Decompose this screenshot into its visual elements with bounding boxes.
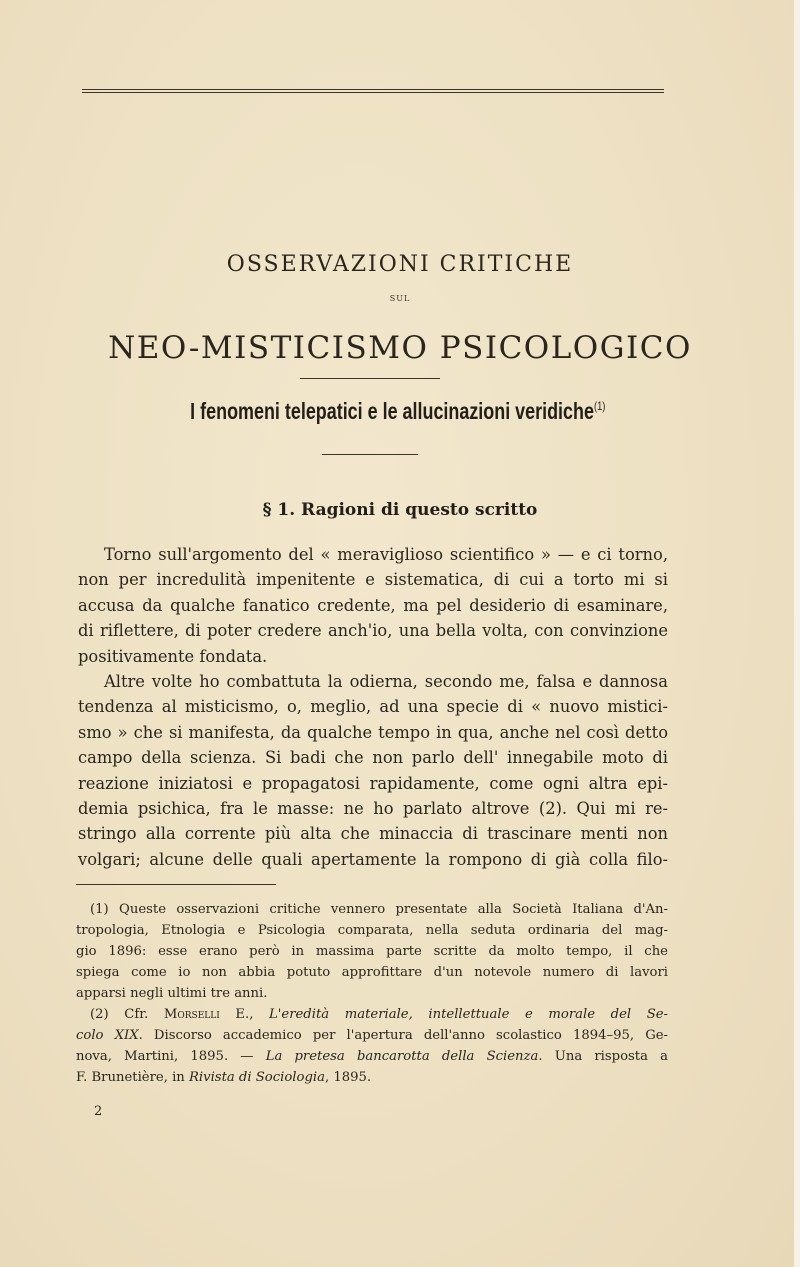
fn2-work-3: Rivista di Sociologia — [188, 1070, 325, 1085]
fn2-work-1b: colo XIX — [76, 1028, 139, 1043]
footnote-2-line — [76, 1067, 668, 1088]
body-line: non per incredulità impenitente e sistematica, di cui a torto mi si — [78, 570, 668, 590]
subtitle — [86, 398, 710, 425]
fn2-prefix: (2) Cfr. — [90, 1007, 164, 1022]
body-text — [78, 542, 668, 872]
signature-mark: 2 — [94, 1104, 103, 1119]
fn2-text: F. Brunetière, in — [76, 1070, 189, 1085]
fn2-text: , 1895. — [324, 1070, 372, 1085]
fn2-text: . Una risposta a — [538, 1049, 668, 1064]
title-line-1: OSSERVAZIONI CRITICHE — [226, 252, 574, 277]
fn2-sep: , — [249, 1007, 270, 1022]
footnote-2-line — [76, 1025, 668, 1046]
body-line: smo » che si manifesta, da qualche tempo in qua, anche nel così detto — [78, 722, 668, 742]
body-line: Torno sull'argomento del « meraviglioso scientifico » — e ci torno, — [104, 545, 668, 564]
title-small-word: SUL — [389, 294, 411, 303]
footnote-1-line: (1) Queste osservazioni critiche vennero presentate alla Società Italiana d'An- — [90, 902, 668, 917]
body-line: campo della scienza. Si badi che non parlo dell' innegabile moto di — [78, 748, 668, 768]
footnote-1-line: spiega come io non abbia potuto approfittare d'un notevole numero di lavori — [76, 965, 668, 980]
body-line: reazione iniziatosi e propagatosi rapidamente, come ogni altra epi- — [78, 773, 668, 793]
body-line: volgari; alcune delle quali apertamente la rompono di già colla filo- — [78, 849, 668, 869]
fn2-work-1: L'eredità materiale, intellettuale e morale del Se- — [269, 1007, 668, 1022]
page-edge — [794, 0, 800, 1267]
fn2-text: . Discorso accademico per l'apertura dell'anno scolastico 1894–95, Ge- — [138, 1028, 668, 1043]
body-line: demia psichica, fra le masse: ne ho parlato altrove (2). Qui mi re- — [78, 799, 668, 819]
fn2-work-2: La pretesa bancarotta della Scienza — [265, 1049, 539, 1064]
fn2-text: nova, Martini, 1895. — — [76, 1049, 266, 1064]
footnote-rule — [76, 884, 276, 885]
section-heading: § 1. Ragioni di questo scritto — [262, 500, 538, 520]
body-line: tendenza al misticismo, o, meglio, ad una specie di « nuovo mistici- — [78, 697, 668, 717]
footnote-2-line — [76, 1004, 668, 1025]
title-divider-2 — [322, 454, 418, 455]
footnote-1-line: tropologia, Etnologia e Psicologia comparata, nella seduta ordinaria del mag- — [76, 923, 668, 938]
title-line-2: NEO-MISTICISMO PSICOLOGICO — [108, 330, 692, 366]
footnotes — [76, 899, 668, 1088]
body-line: stringo alla corrente più alta che minaccia di trascinare menti non — [78, 824, 668, 844]
top-double-rule — [82, 89, 664, 93]
body-line: accusa da qualche fanatico credente, ma pel desiderio di esaminare, — [78, 595, 668, 615]
body-line: Altre volte ho combattuta la odierna, secondo me, falsa e dannosa — [104, 672, 668, 692]
fn2-author: Morselli E. — [163, 1007, 250, 1022]
body-line: positivamente fondata. — [78, 646, 268, 666]
footnote-1-line: apparsi negli ultimi tre anni. — [76, 986, 268, 1001]
footnote-2-line — [76, 1046, 668, 1067]
body-line: di riflettere, di poter credere anch'io, una bella volta, con convinzione — [78, 621, 668, 641]
footnote-1-line: gio 1896: esse erano però in massima parte scritte da molto tempo, il che — [76, 944, 668, 959]
subtitle-text: I fenomeni telepatici e le allucinazioni veridiche — [190, 398, 594, 424]
subtitle-footnote-ref: (1) — [593, 399, 606, 413]
title-divider-1 — [300, 378, 440, 379]
